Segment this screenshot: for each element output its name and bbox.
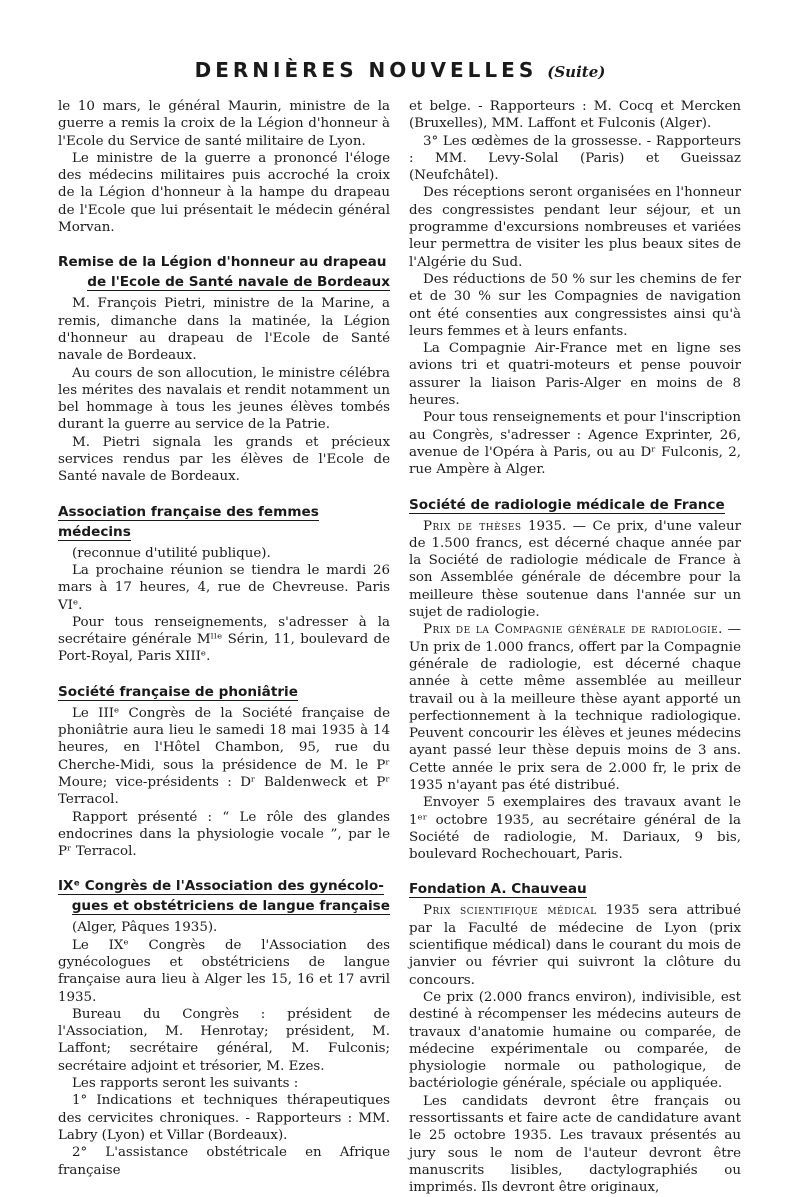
right-column: [409, 98, 741, 1197]
section-heading: [58, 876, 390, 916]
section-heading-line: IXᵉ Congrès de l'Association des gynécolo-: [58, 878, 384, 895]
paragraph: [409, 902, 741, 988]
paragraph: Le IIIᵉ Congrès de la Société française de phoniâtrie aura lieu le samedi 18 mai 1935 à 14 heures, en l'Hôtel Chambon, 95, rue du Cherche-Midi, sous la présidence de M. le Pʳ Moure; vice-présidents : Dʳ Baldenweck et Pʳ Terracol.: [58, 705, 390, 808]
paragraph-text: 1935. — Ce prix, d'une valeur de 1.500 francs, est décerné chaque année par la Société de radiologie médicale de France à son Assemblée générale de décembre pour la meilleure thèse soutenue dans l'année sur un sujet de radiologie.: [409, 518, 741, 621]
paragraph: 3° Les œdèmes de la grossesse. - Rapporteurs : MM. Levy-Solal (Paris) et Gueissaz (Neufchâtel).: [409, 133, 741, 184]
section-heading-text: Société française de phoniâtrie: [58, 683, 298, 700]
paragraph-text: — Un prix de 1.000 francs, offert par la Compagnie générale de radiologie, est décerné chaque année à cette même assemblée au meilleur travail ou à la meilleure thèse ayant apporté un perfectionnement à la technique radiologique. Peuvent concourir les élèves et jeunes médecins ayant passé leur thèse depuis moins de 3 ans. Cette année le prix sera de 2.000 fr, le prix de 1935 n'ayant pas été distribué.: [409, 622, 741, 793]
paragraph: La Compagnie Air-France met en ligne ses avions tri et quatri-moteurs et pense pouvoir assurer la liaison Paris-Alger en moins de 8 heures.: [409, 341, 741, 409]
paragraph: Envoyer 5 exemplaires des travaux avant le 1ᵉʳ octobre 1935, au secrétaire général de la Société de radiologie, M. Dariaux, 9 bis, boulevard Rochechouart, Paris.: [409, 795, 741, 863]
section-heading: [409, 879, 741, 899]
paragraph: Des réceptions seront organisées en l'honneur des congressistes pendant leur séjour, et un programme d'excursions nombreuses et variées leur permettra de visiter les plus beaux sites de l'Algérie du Sud.: [409, 185, 741, 270]
paragraph: 2° L'assistance obstétricale en Afrique française: [58, 1145, 390, 1178]
paragraph: Des réductions de 50 % sur les chemins de fer et de 30 % sur les Compagnies de navigation ont été consenties aux congressistes ainsi qu'à leurs femmes et à leurs enfants.: [409, 271, 741, 339]
paragraph: Le ministre de la guerre a prononcé l'éloge des médecins militaires puis accroché la croix de la Légion d'honneur à la hampe du drapeau de l'Ecole que lui présentait le médecin général Morvan.: [58, 150, 390, 236]
paragraph: Ce prix (2.000 francs environ), indivisible, est destiné à récompenser les médecins auteurs de travaux d'anatomie humaine ou comparée, de médecine expérimentale ou comparée, de physiologie normale ou pathologique, de bactériologie générale, spéciale ou appliquée.: [409, 989, 741, 1092]
section-heading: [58, 682, 390, 702]
section-heading-line: Remise de la Légion d'honneur au drapeau: [58, 254, 387, 271]
section-heading-line: gues et obstétriciens de langue française: [71, 898, 390, 915]
paragraph: (reconnue d'utilité publique).: [72, 545, 271, 561]
paragraph: M. François Pietri, ministre de la Marine, a remis, dimanche dans la matinée, la Légion d'honneur au drapeau de l'Ecole de Santé navale de Bordeaux.: [58, 296, 390, 364]
section-heading-line: de l'Ecole de Santé navale de Bordeaux: [87, 274, 390, 291]
section-heading: [409, 495, 741, 515]
section-heading: [58, 502, 390, 542]
paragraph-text: 1935 sera attribué par la Faculté de médecine de Lyon (prix scientifique médical) dans le courant du mois de janvier ou février qui suivront la clôture du concours.: [409, 903, 741, 988]
prize-name: Prix scientifique médical: [423, 903, 597, 919]
section-heading-text: Fondation A. Chauveau: [409, 881, 587, 898]
paragraph: Rapport présenté : “ Le rôle des glandes endocrines dans la physiologie vocale ”, par le Pʳ Terracol.: [58, 809, 390, 860]
section-heading: [58, 252, 390, 292]
paragraph: 1° Indications et techniques thérapeutiques des cervicites chroniques. - Rapporteurs : MM. Labry (Lyon) et Villar (Bordeaux).: [58, 1093, 390, 1143]
left-column: [58, 98, 390, 1179]
paragraph: Bureau du Congrès : président de l'Association, M. Henrotay; président, M. Laffont; secrétaire général, M. Fulconis; secrétaire adjoint et trésorier, M. Ezes.: [58, 1006, 390, 1074]
prize-name: Prix de thèses: [423, 518, 522, 534]
section-heading-text: Société de radiologie médicale de France: [409, 496, 725, 513]
paragraph: Les rapports seront les suivants :: [72, 1076, 299, 1092]
paragraph: Au cours de son allocution, le ministre célébra les mérites des navalais et rendit notamment un bel hommage à tous les jeunes élèves tombés durant la guerre au service de la Patrie.: [58, 365, 390, 433]
prize-name: Prix de la Compagnie générale de radiologie.: [423, 622, 723, 638]
paragraph: Pour tous renseignements et pour l'inscription au Congrès, s'adresser : Agence Exprinter, 26, avenue de l'Opéra à Paris, ou au Dʳ Fulconis, 2, rue Ampère à Alger.: [409, 410, 741, 478]
paragraph: et belge. - Rapporteurs : M. Cocq et Mercken (Bruxelles), MM. Laffont et Fulconis (Alger).: [409, 99, 741, 132]
paragraph: Les candidats devront être français ou ressortissants et faire acte de candidature avant le 25 octobre 1935. Les travaux présentés au jury sous le nom de l'auteur devront être manuscrits lisibles, dactylographiés ou imprimés. Ils devront être originaux,: [409, 1093, 741, 1196]
page-header: [0, 58, 800, 82]
paragraph: [409, 621, 741, 794]
paragraph: Pour tous renseignements, s'adresser à la secrétaire générale Mˡˡᵉ Sérin, 11, boulevard de Port-Royal, Paris XIIIᵉ.: [58, 614, 390, 665]
paragraph: le 10 mars, le général Maurin, ministre de la guerre a remis la croix de la Légion d'honneur à l'Ecole du Service de santé militaire de Lyon.: [58, 99, 390, 149]
paragraph: (Alger, Pâques 1935).: [72, 920, 218, 936]
paragraph: La prochaine réunion se tiendra le mardi 26 mars à 17 heures, 4, rue de Chevreuse. Paris VIᵉ.: [58, 562, 390, 613]
page-title-suite: (Suite): [547, 63, 606, 81]
paragraph: M. Pietri signala les grands et précieux services rendus par les élèves de l'Ecole de Santé navale de Bordeaux.: [58, 434, 390, 485]
section-heading-text: Association française des femmes médecins: [58, 503, 319, 540]
page-title: DERNIÈRES NOUVELLES: [194, 58, 538, 82]
paragraph: Le IXᵉ Congrès de l'Association des gynécologues et obstétriciens de langue française aura lieu à Alger les 15, 16 et 17 avril 1935.: [58, 937, 390, 1005]
paragraph: [409, 518, 741, 622]
